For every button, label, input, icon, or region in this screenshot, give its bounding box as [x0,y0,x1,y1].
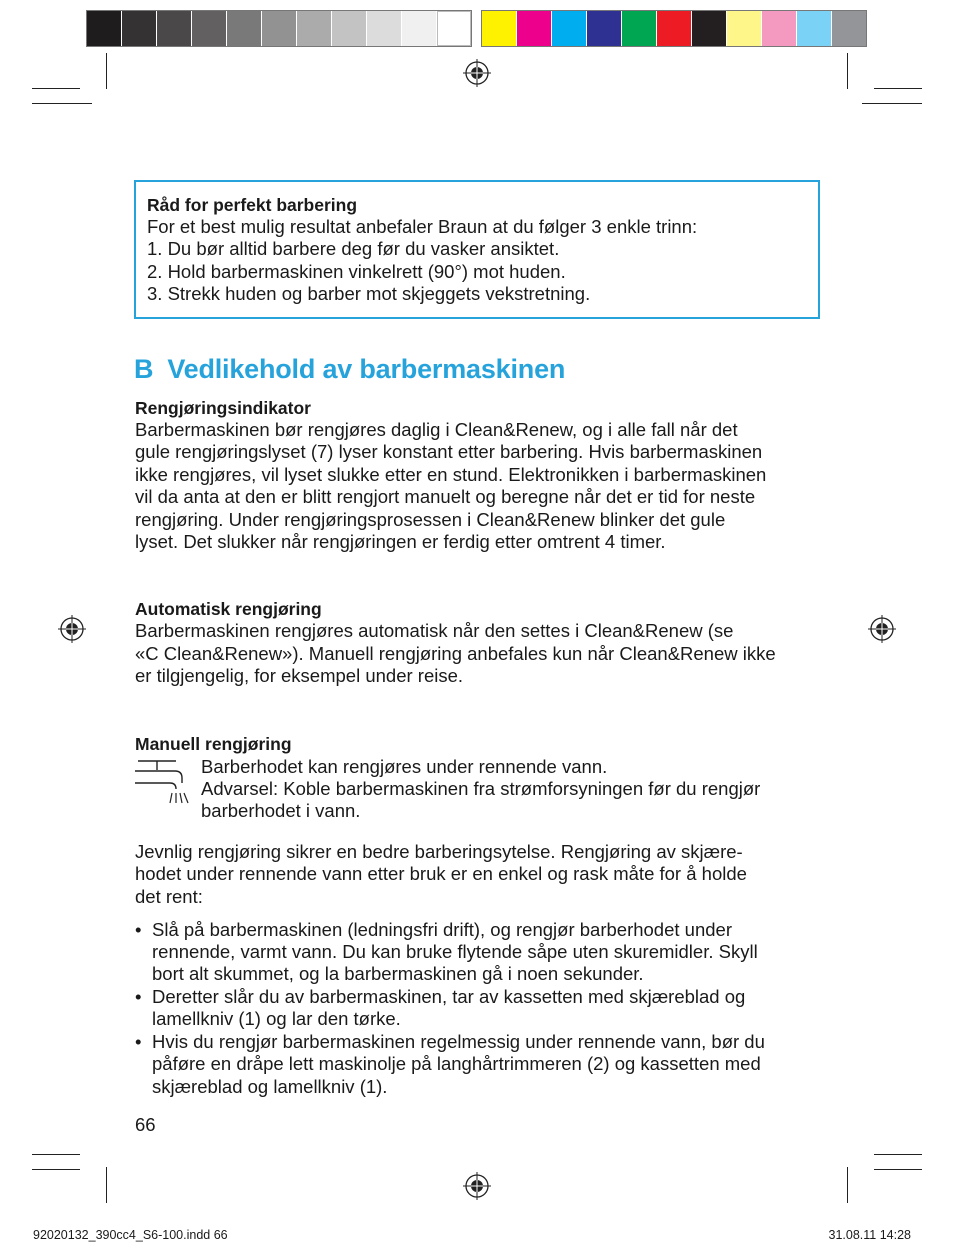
bullet-icon: • [135,919,142,940]
footer-timestamp: 31.08.11 14:28 [828,1228,911,1242]
list-item-line: lamellkniv (1) og lar den tørke. [152,1008,401,1029]
section-heading [134,354,565,385]
tip-line: 1. Du bør alltid barbere deg før du vasker ansiktet. [147,238,560,259]
cleaning-indicator-title: Rengjøringsindikator [135,398,311,418]
list-item-line: bort alt skummet, og la barbermaskinen gå i noen sekunder. [152,963,644,984]
bullet-icon: • [135,1031,142,1052]
gray-swatch [437,11,471,46]
color-swatch [622,11,656,46]
list-item-line: rennende, varmt vann. Du kan bruke flytende såpe uten skuremidler. Skyll [152,941,758,962]
color-swatch [552,11,586,46]
paragraph-line: hodet under rennende vann etter bruk er en enkel og rask måte for å holde [135,863,747,884]
color-swatch [517,11,551,46]
gray-swatch [262,11,296,46]
list-item-line: skjæreblad og lamellkniv (1). [152,1076,388,1097]
paragraph-line: Barbermaskinen rengjøres automatisk når den settes i Clean&Renew (se [135,620,734,641]
color-swatch [657,11,691,46]
gray-swatch [332,11,366,46]
color-swatch [762,11,796,46]
section-letter: B [134,354,154,384]
footer-file-info: 92020132_390cc4_S6-100.indd 66 [33,1228,228,1242]
tip-line: 3. Strekk huden og barber mot skjeggets vekstretning. [147,283,591,304]
list-item-line: Hvis du rengjør barbermaskinen regelmessig under rennende vann, bør du [152,1031,765,1052]
registration-mark-icon [463,1172,491,1200]
tip-title: Råd for perfekt barbering [147,195,358,215]
gray-swatch [297,11,331,46]
tip-line: For et best mulig resultat anbefaler Braun at du følger 3 enkle trinn: [147,216,698,237]
paragraph-line: «C Clean&Renew»). Manuell rengjøring anbefales kun når Clean&Renew ikke [135,643,776,664]
water-tap-icon [132,757,192,809]
gray-swatch [402,11,436,46]
registration-mark-icon [463,59,491,87]
registration-mark-icon [868,615,896,643]
paragraph-line: gule rengjøringslyset (7) lyser konstant etter barbering. Hvis barbermaskinen [135,441,763,462]
paragraph-line: lyset. Det slukker når rengjøringen er ferdig etter omtrent 4 timer. [135,531,666,552]
bullet-icon: • [135,986,142,1007]
list-item-line: Slå på barbermaskinen (ledningsfri drift), og rengjør barberhodet under [152,919,732,940]
icon-text-line: Advarsel: Koble barbermaskinen fra strømforsyningen før du rengjør [201,778,761,799]
color-swatch [727,11,761,46]
gray-swatch [367,11,401,46]
gray-swatch [122,11,156,46]
color-swatch [692,11,726,46]
section-title: Vedlikehold av barbermaskinen [167,354,566,384]
page-number: 66 [135,1114,156,1135]
list-item-line: påføre en dråpe lett maskinolje på langhårtrimmeren (2) og kassetten med [152,1053,761,1074]
color-swatch [832,11,866,46]
color-swatch [482,11,516,46]
manual-cleaning-title: Manuell rengjøring [135,734,292,754]
color-swatch [797,11,831,46]
paragraph-line: det rent: [135,886,203,907]
paragraph-line: Barbermaskinen bør rengjøres daglig i Clean&Renew, og i alle fall når det [135,419,738,440]
paragraph-line: ikke rengjøres, vil lyset slukke etter en stund. Elektronikken i barbermaskinen [135,464,767,485]
gray-swatch [87,11,121,46]
paragraph-line: vil da anta at den er blitt rengjort manuelt og beregne når det er tid for neste [135,486,756,507]
icon-text-line: Barberhodet kan rengjøres under rennende vann. [201,756,608,777]
gray-swatch [227,11,261,46]
paragraph-line: rengjøring. Under rengjøringsprosessen i Clean&Renew blinker det gule [135,509,726,530]
paragraph-line: er tilgjengelig, for eksempel under reise. [135,665,464,686]
tip-line: 2. Hold barbermaskinen vinkelrett (90°) mot huden. [147,261,566,282]
gray-swatch [157,11,191,46]
auto-cleaning-title: Automatisk rengjøring [135,599,322,619]
paragraph-line: Jevnlig rengjøring sikrer en bedre barberingsytelse. Rengjøring av skjære- [135,841,743,862]
registration-mark-icon [58,615,86,643]
color-swatch [587,11,621,46]
gray-swatch [192,11,226,46]
icon-text-line: barberhodet i vann. [201,800,361,821]
list-item-line: Deretter slår du av barbermaskinen, tar av kassetten med skjæreblad og [152,986,746,1007]
